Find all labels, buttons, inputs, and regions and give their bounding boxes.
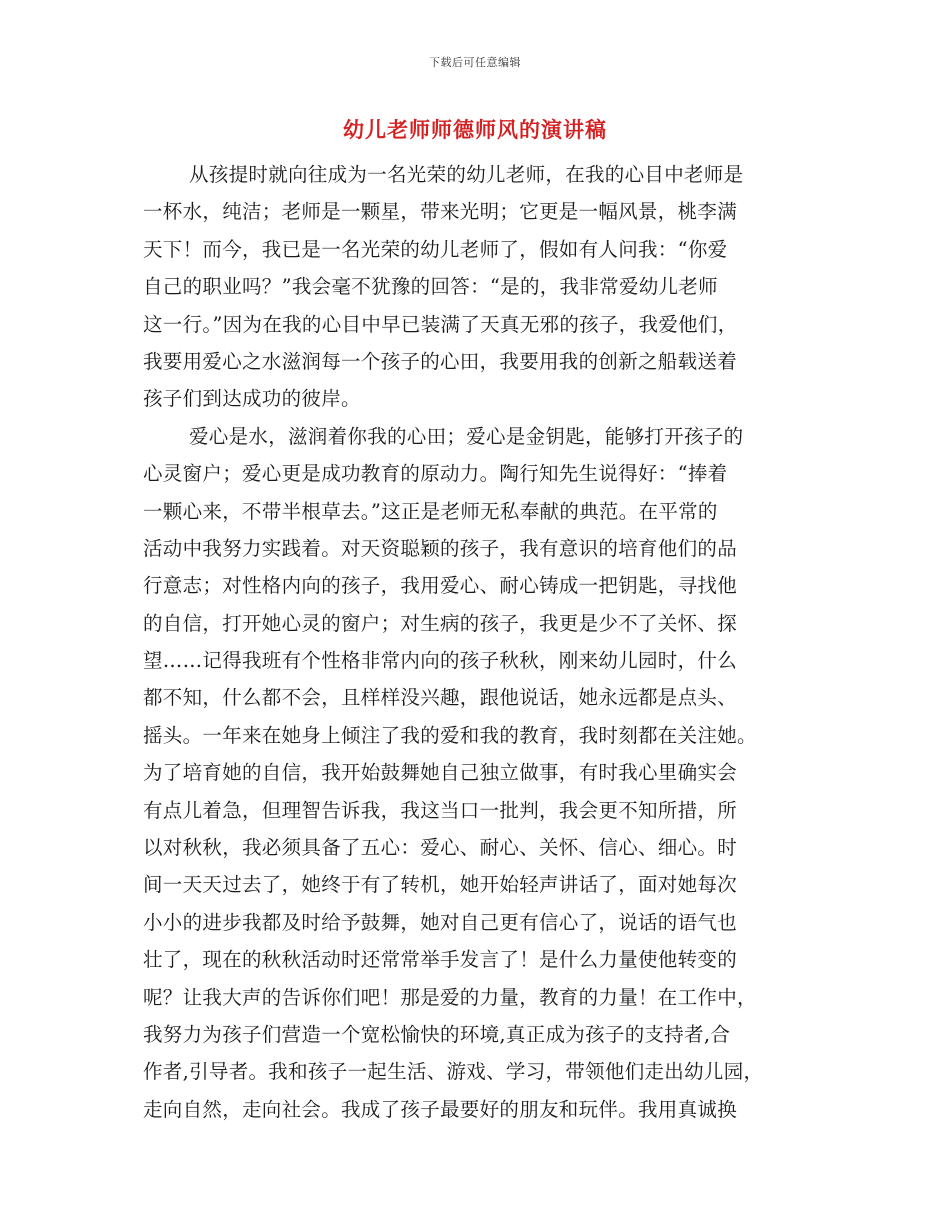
- paragraph-2-line: 作者,引导者。我和孩子一起生活、游戏、学习，带领他们走出幼儿园，: [143, 1060, 764, 1084]
- paragraph-2-line: 爱心是水，滋润着你我的心田；爱心是金钥匙，能够打开孩子的: [189, 424, 744, 448]
- paragraph-2-line: 为了培育她的自信，我开始鼓舞她自己独立做事，有时我心里确实会: [143, 761, 738, 785]
- document-title: 幼儿老师师德师风的演讲稿: [343, 117, 607, 142]
- paragraph-2-line: 有点儿着急，但理智告诉我，我这当口一批判，我会更不知所措，所: [143, 798, 738, 822]
- paragraph-1-line: 从孩提时就向往成为一名光荣的幼儿老师，在我的心目中老师是: [189, 163, 744, 186]
- paragraph-1-line: 孩子们到达成功的彼岸。: [143, 387, 361, 411]
- paragraph-2-line: 的自信，打开她心灵的窗户；对生病的孩子，我更是少不了关怀、探: [143, 611, 738, 635]
- paragraph-2-line: 小小的进步我都及时给予鼓舞，她对自己更有信心了，说话的语气也: [143, 910, 738, 934]
- paragraph-2-line: 壮了，现在的秋秋活动时还常常举手发言了！是什么力量使他转变的: [143, 948, 738, 972]
- document-body: [143, 156, 815, 1128]
- paragraph-1-line: 天下！而今，我已是一名光荣的幼儿老师了，假如有人问我：“你爱: [143, 237, 728, 261]
- paragraph-1-line: 我要用爱心之水滋润每一个孩子的心田，我要用我的创新之船载送着: [143, 349, 738, 373]
- paragraph-2-line: 走向自然，走向社会。我成了孩子最要好的朋友和玩伴。我用真诚换: [143, 1097, 738, 1121]
- page-header-note: 下载后可任意编辑: [429, 56, 521, 69]
- paragraph-2-line: 活动中我努力实践着。对天资聪颖的孩子，我有意识的培育他们的品: [143, 536, 738, 560]
- paragraph-2-line: 呢？让我大声的告诉你们吧！那是爱的力量，教育的力量！在工作中，: [143, 985, 757, 1009]
- paragraph-2-line: 行意志；对性格内向的孩子，我用爱心、耐心铸成一把钥匙，寻找他: [143, 574, 738, 598]
- paragraph-1-line: 一杯水，纯洁；老师是一颗星，带来光明；它更是一幅风景，桃李满: [143, 200, 738, 224]
- paragraph-2-line: 都不知，什么都不会，且样样没兴趣，跟他说话，她永远都是点头、: [143, 686, 738, 710]
- paragraph-2-line: 心灵窗户；爱心更是成功教育的原动力。陶行知先生说得好：“捧着: [143, 462, 728, 486]
- paragraph-1-line: 自己的职业吗？”我会毫不犹豫的回答：“是的，我非常爱幼儿老师: [143, 275, 718, 299]
- paragraph-2-line: 间一天天过去了，她终于有了转机，她开始轻声讲话了，面对她每次: [143, 873, 738, 897]
- paragraph-2-line: 摇头。一年来在她身上倾注了我的爱和我的教育，我时刻都在关注她。: [143, 723, 757, 747]
- paragraph-2-line: 以对秋秋，我必须具备了五心：爱心、耐心、关怀、信心、细心。时: [143, 836, 738, 860]
- paragraph-2-line: 望……记得我班有个性格非常内向的孩子秋秋，刚来幼儿园时，什么: [143, 649, 738, 673]
- paragraph-2-line: 一颗心来，不带半根草去。”这正是老师无私奉献的典范。在平常的: [143, 499, 718, 523]
- paragraph-2-line: 我努力为孩子们营造一个宽松愉快的环境,真正成为孩子的支持者,合: [143, 1022, 731, 1046]
- paragraph-1-line: 这一行。”因为在我的心目中早已装满了天真无邪的孩子，我爱他们，: [143, 312, 738, 336]
